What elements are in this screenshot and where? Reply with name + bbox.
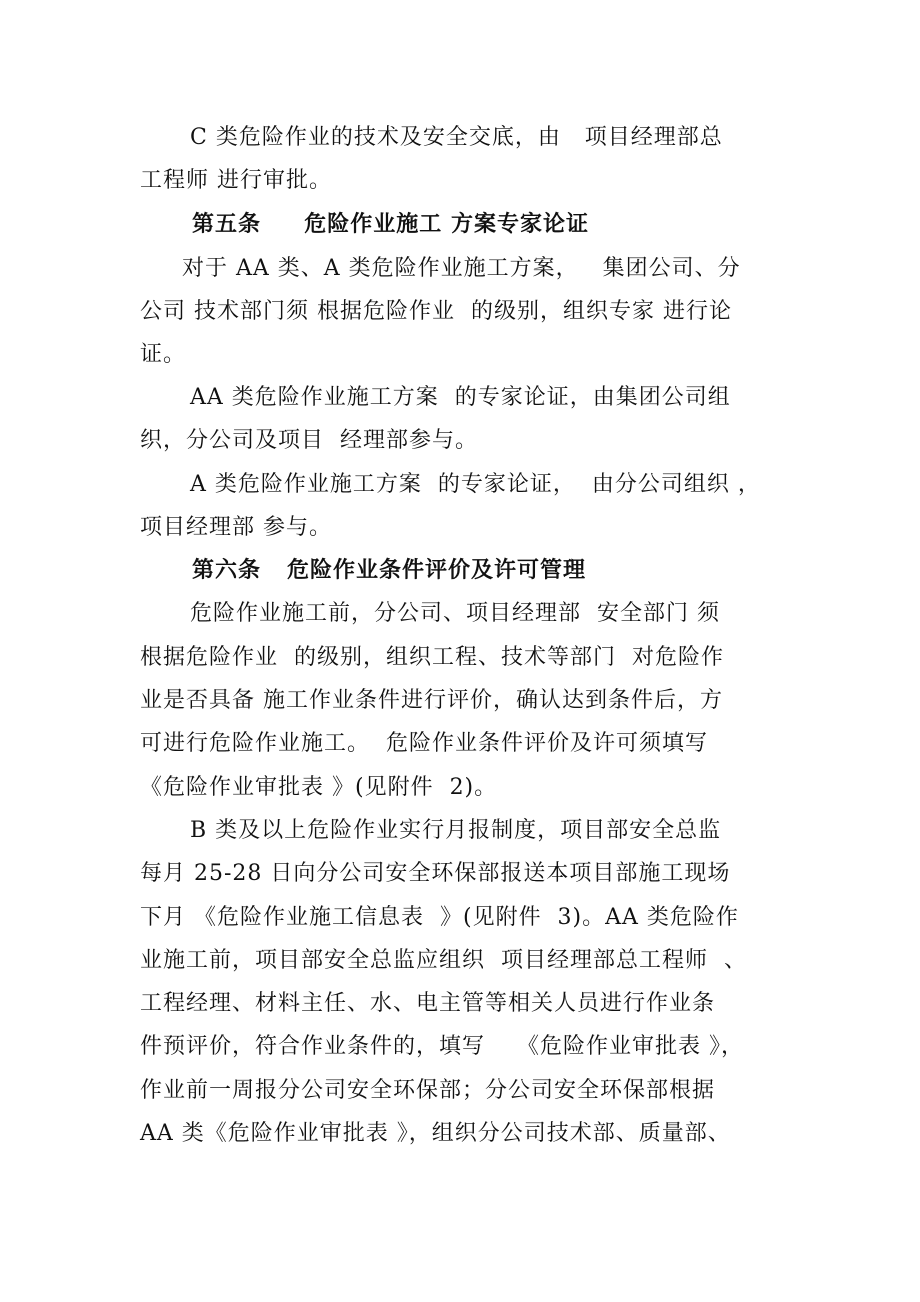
text-line: 业是否具备 施工作业条件进行评价，确认达到条件后，方 — [140, 688, 723, 713]
text-line: 项目经理部 参与。 — [140, 515, 332, 540]
text-line: 下月 《危险作业施工信息表 》(见附件 3)。AA 类危险作 — [140, 905, 739, 930]
section-heading: 第六条 危险作业条件评价及许可管理 — [192, 558, 586, 583]
text-line: 每月 25-28 日向分公司安全环保部报送本项目部施工现场 — [140, 861, 731, 886]
text-line: AA 类危险作业施工方案 的专家论证，由集团公司组 — [190, 385, 731, 410]
text-line: C 类危险作业的技术及安全交底，由 项目经理部总 — [190, 125, 723, 150]
text-line: 工程师 进行审批。 — [140, 168, 332, 193]
text-line: AA 类《危险作业审批表 》，组织分公司技术部、质量部、 — [140, 1121, 731, 1146]
text-line: 件预评价，符合作业条件的，填写 《危险作业审批表 》， — [140, 1034, 744, 1059]
text-line: 业施工前，项目部安全总监应组织 项目经理部总工程师 、 — [140, 948, 747, 973]
text-line: 证。 — [140, 342, 187, 367]
text-line: 可进行危险作业施工。 危险作业条件评价及许可须填写 — [140, 731, 708, 756]
text-line: B 类及以上危险作业实行月报制度，项目部安全总监 — [190, 818, 722, 843]
text-line: A 类危险作业施工方案 的专家论证， 由分公司组织 ， — [190, 472, 761, 497]
section-heading: 第五条 危险作业施工 方案专家论证 — [192, 212, 589, 237]
text-line: 作业前一周报分公司安全环保部；分公司安全环保部根据 — [140, 1078, 716, 1103]
text-line: 工程经理、材料主任、水、电主管等相关人员进行作业条 — [140, 991, 716, 1016]
text-line: 公司 技术部门须 根据危险作业 的级别，组织专家 进行论 — [140, 299, 732, 324]
text-line: 对于 AA 类、A 类危险作业施工方案， 集团公司、分 — [182, 256, 741, 281]
text-line: 危险作业施工前，分公司、项目经理部 安全部门 须 — [190, 601, 720, 626]
text-line: 根据危险作业 的级别，组织工程、技术等部门 对危险作 — [140, 645, 724, 670]
text-line: 《危险作业审批表 》(见附件 2)。 — [140, 775, 498, 800]
text-line: 织，分公司及项目 经理部参与。 — [140, 428, 478, 453]
